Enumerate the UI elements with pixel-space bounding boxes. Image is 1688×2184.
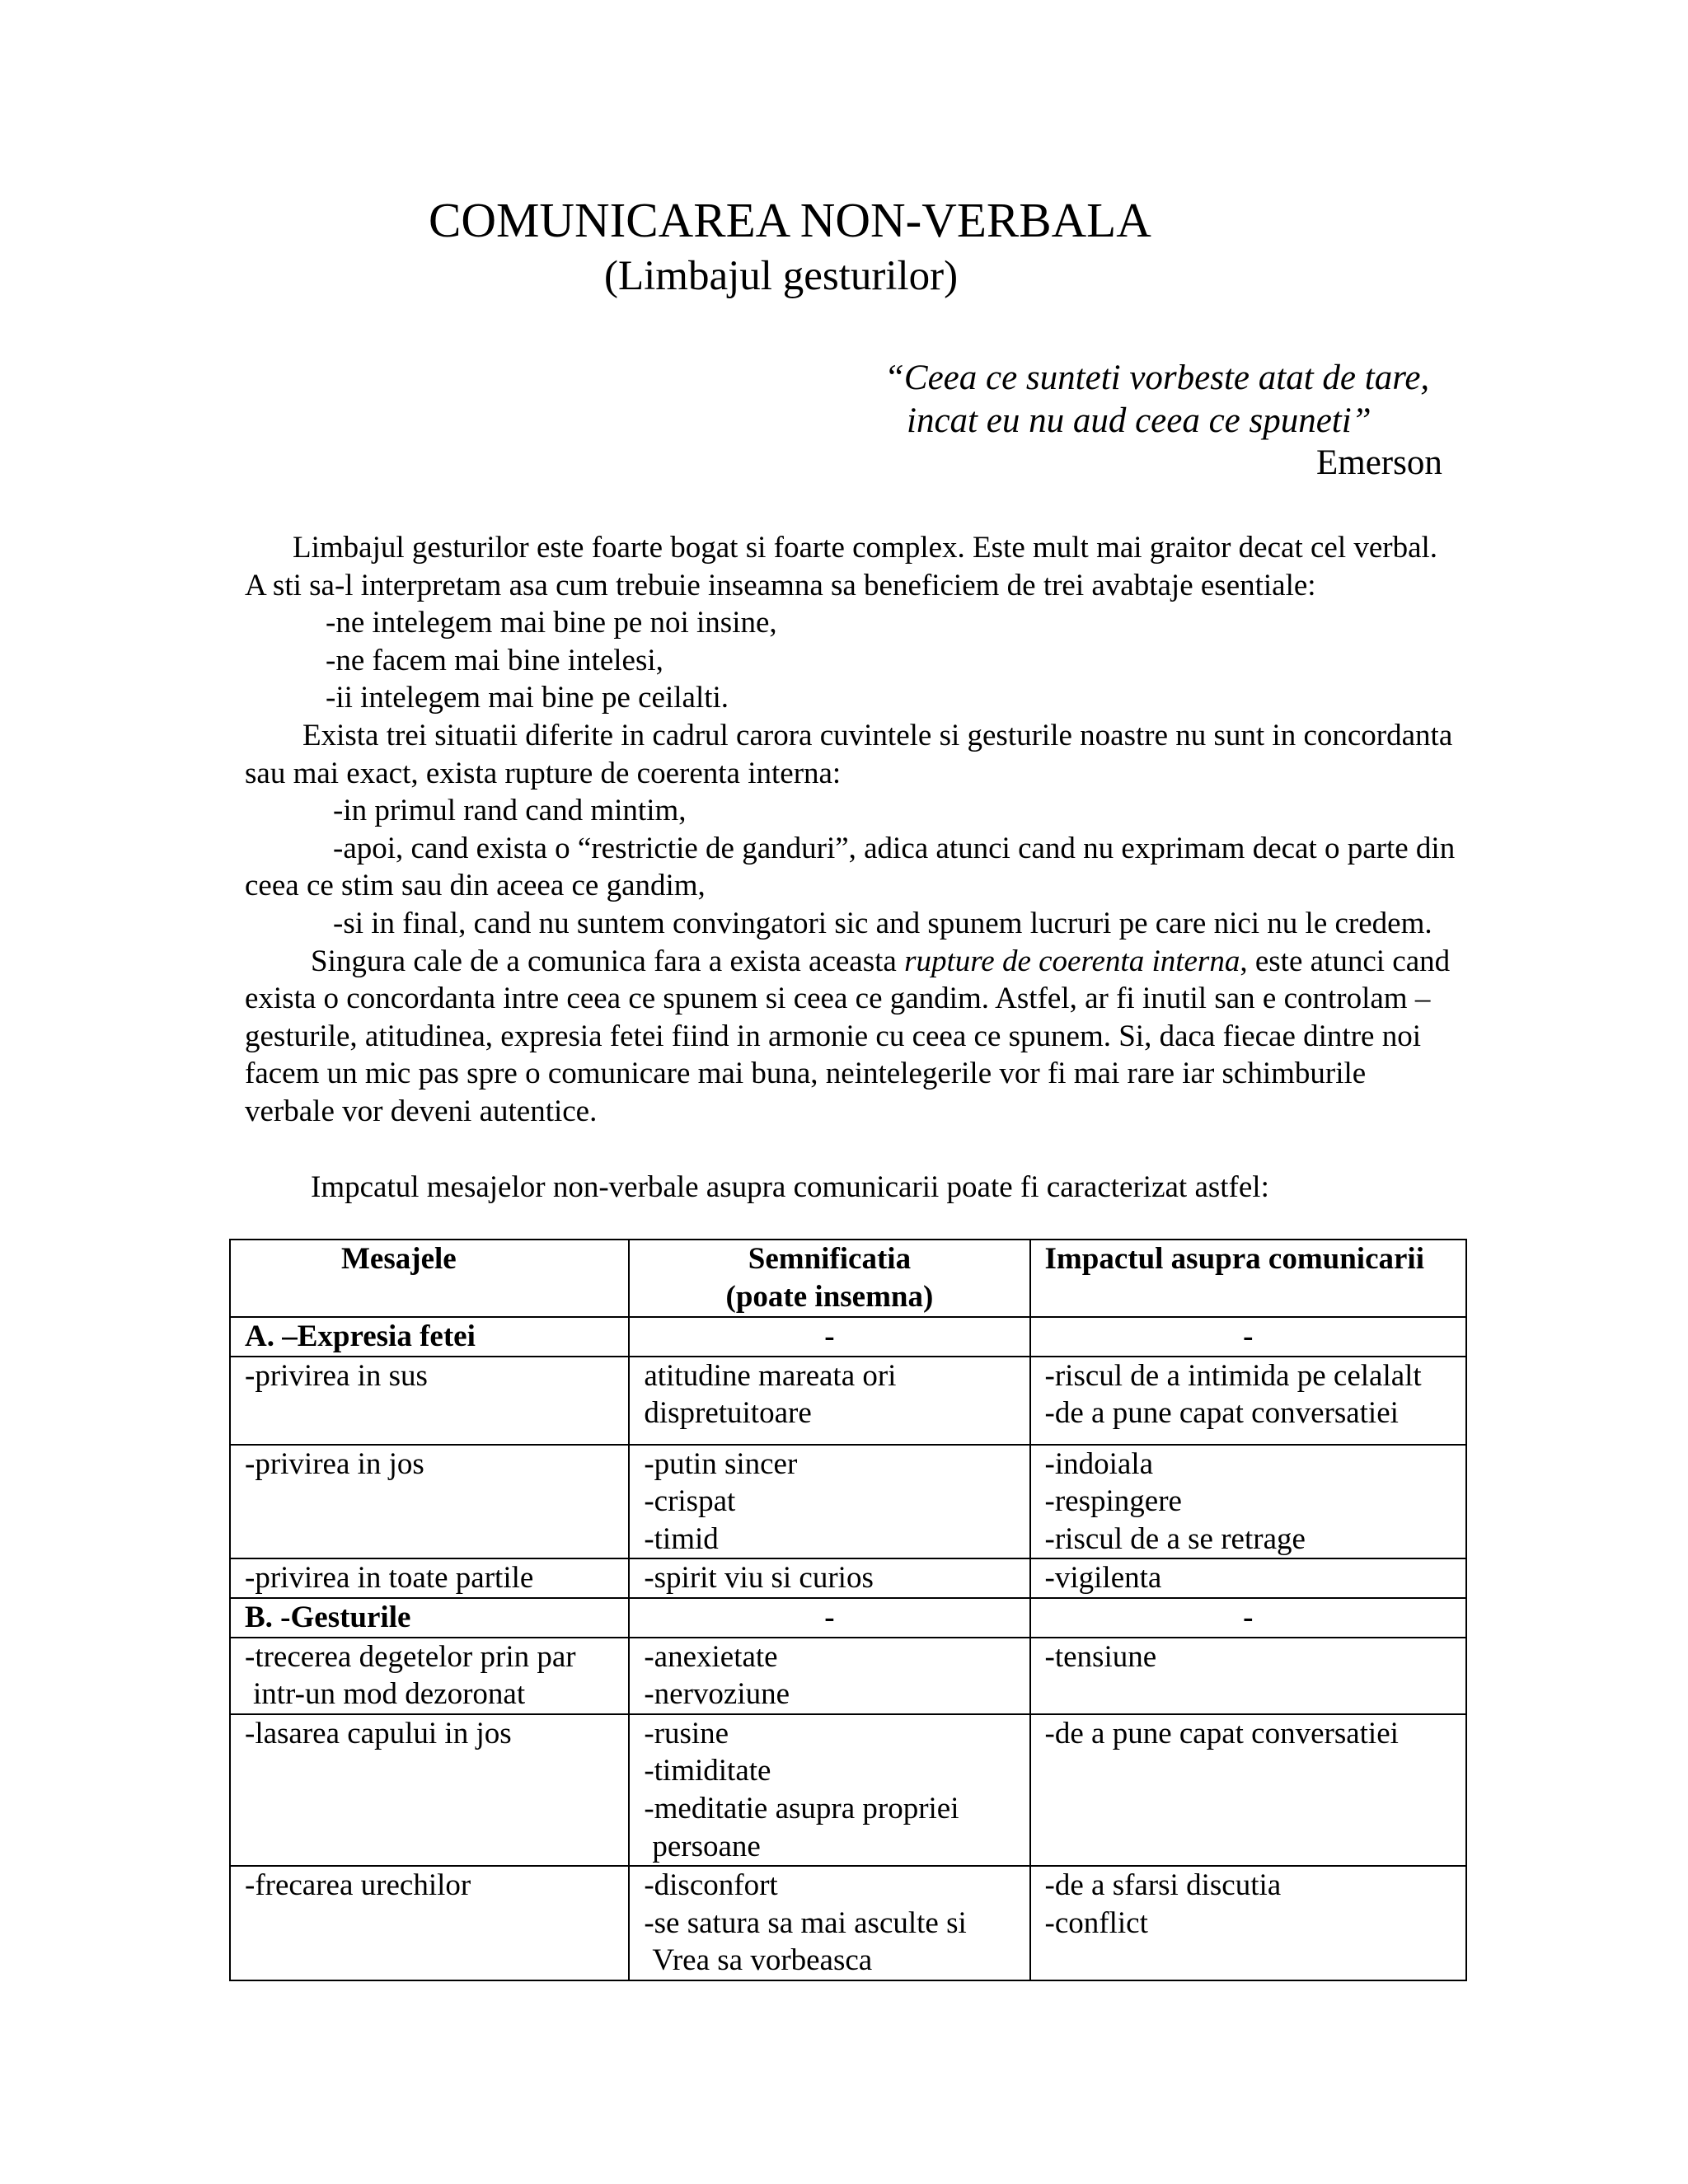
section-a-label: A. –Expresia fetei — [230, 1317, 629, 1357]
cell-line: -tensiune — [1044, 1639, 1157, 1674]
table-cell — [1030, 1638, 1466, 1714]
table-cell — [1030, 1445, 1466, 1559]
table-row — [230, 1357, 1466, 1445]
quote-line-1: “Ceea ce sunteti vorbeste atat de tare, — [884, 359, 1430, 397]
cell-line: -se satura sa mai asculte si — [644, 1905, 967, 1940]
table-cell — [629, 1445, 1029, 1559]
page-title: COMUNICAREA NON-VERBALA — [429, 193, 1151, 247]
table-cell — [230, 1714, 629, 1866]
paragraph-3-text-b: , este atunci cand — [1240, 944, 1451, 978]
paragraph-3-line-2: exista o concordanta intre ceea ce spunem si ceea ce gandim. Astfel, ar fi inutil san e controlam – — [245, 982, 1431, 1016]
table-cell — [1030, 1558, 1466, 1598]
table-cell — [1030, 1866, 1466, 1980]
table-row — [230, 1558, 1466, 1598]
table-row — [230, 1866, 1466, 1980]
cell-line: intr-un mod dezoronat — [253, 1677, 526, 1712]
table-cell — [1030, 1714, 1466, 1866]
table-cell — [230, 1558, 629, 1598]
cell-line: -privirea in toate partile — [245, 1561, 534, 1596]
cell-line: -nervoziune — [644, 1677, 790, 1712]
cell-line: -meditatie asupra propriei — [644, 1791, 959, 1825]
table-cell — [629, 1638, 1029, 1714]
table-row — [230, 1714, 1466, 1866]
table-cell — [629, 1866, 1029, 1980]
paragraph-gap — [245, 1131, 1531, 1169]
quote-line-2: incat eu nu aud ceea ce spuneti” — [907, 401, 1372, 440]
cell-line: -disconfort — [644, 1868, 778, 1903]
header-semnificatia-line-2: (poate insemna) — [725, 1279, 934, 1314]
situation-item-2-line-2: ceea ce stim sau din aceea ce gandim, — [245, 869, 706, 903]
cell-line: -de a sfarsi discutia — [1044, 1868, 1282, 1903]
cell-line: -riscul de a se retrage — [1044, 1521, 1306, 1556]
table-cell — [629, 1357, 1029, 1445]
cell-line: -lasarea capului in jos — [245, 1716, 512, 1750]
cell-line: atitudine mareata ori — [644, 1358, 897, 1393]
table-cell — [230, 1357, 629, 1445]
cell-line: -de a pune capat conversatiei — [1044, 1716, 1399, 1750]
situation-item-2-line-1: -apoi, cand exista o “restrictie de ganduri”, adica atunci cand nu exprimam decat o parte din — [333, 831, 1456, 865]
header-impactul: Impactul asupra comunicarii — [1030, 1240, 1466, 1317]
paragraph-1-line-2: A sti sa-l interpretam asa cum trebuie inseamna sa beneficiem de trei avabtaje esentiale: — [245, 568, 1316, 602]
header-semnificatia-line-1: Semnificatia — [748, 1242, 912, 1276]
nonverbal-table — [229, 1239, 1467, 1981]
cell-line: -conflict — [1044, 1905, 1148, 1940]
paragraph-3-line-5: verbale vor deveni autentice. — [245, 1094, 598, 1128]
table-cell — [629, 1714, 1029, 1866]
table-cell — [1030, 1357, 1466, 1445]
cell-line: -privirea in sus — [245, 1358, 428, 1393]
cell-line: -putin sincer — [644, 1446, 798, 1481]
cell-line: -de a pune capat conversatiei — [1044, 1396, 1399, 1431]
situation-item-1: -in primul rand cand mintim, — [333, 794, 687, 828]
cell-line: -frecarea urechilor — [245, 1868, 471, 1903]
header-mesajele: Mesajele — [230, 1240, 629, 1317]
paragraph-3-line-4: facem un mic pas spre o comunicare mai buna, neintelegerile vor fi mai rare iar schimburile — [245, 1057, 1367, 1091]
cell-line: -spirit viu si curios — [644, 1561, 874, 1596]
body-text — [245, 529, 1531, 1206]
cell-line: -respingere — [1044, 1484, 1182, 1519]
paragraph-3-text-a: Singura cale de a comunica fara a exista aceasta — [311, 944, 905, 978]
page-subtitle: (Limbajul gesturilor) — [604, 253, 959, 299]
benefit-item-1: -ne intelegem mai bine pe noi insine, — [326, 606, 777, 640]
cell-line: -timid — [644, 1521, 719, 1556]
paragraph-1-line-1: Limbajul gesturilor este foarte bogat si foarte complex. Este mult mai graitor decat cel verbal. — [293, 531, 1438, 565]
cell-line: dispretuitoare — [644, 1396, 812, 1431]
paragraph-4: Impcatul mesajelor non-verbale asupra comunicarii poate fi caracterizat astfel: — [311, 1169, 1269, 1204]
table-cell — [230, 1445, 629, 1559]
paragraph-2-line-2: sau mai exact, exista rupture de coerenta interna: — [245, 756, 842, 790]
table-cell — [230, 1638, 629, 1714]
situation-item-3: -si in final, cand nu suntem convingatori sic and spunem lucruri pe care nici nu le credem. — [333, 906, 1432, 940]
cell-line: -timiditate — [644, 1754, 771, 1788]
section-a-dash-2: - — [629, 1317, 1029, 1357]
section-a-dash-3: - — [1030, 1317, 1466, 1357]
cell-line: Vrea sa vorbeasca — [652, 1943, 873, 1978]
paragraph-3-line-1 — [245, 943, 1531, 981]
cell-line: -vigilenta — [1044, 1561, 1162, 1596]
section-b-label: B. -Gesturile — [230, 1598, 629, 1638]
header-semnificatia — [629, 1240, 1029, 1317]
benefit-item-3: -ii intelegem mai bine pe ceilalti. — [326, 681, 729, 715]
section-a-row — [230, 1317, 1466, 1357]
table-row — [230, 1638, 1466, 1714]
cell-line: -riscul de a intimida pe celalalt — [1044, 1358, 1422, 1393]
cell-line: -rusine — [644, 1716, 729, 1750]
section-b-dash-2: - — [629, 1598, 1029, 1638]
table-header-row — [230, 1240, 1466, 1317]
paragraph-3-emphasis: rupture de coerenta interna — [904, 944, 1240, 978]
table-cell — [629, 1558, 1029, 1598]
cell-line: -anexietate — [644, 1639, 778, 1674]
cell-line: -crispat — [644, 1484, 736, 1519]
section-b-dash-3: - — [1030, 1598, 1466, 1638]
quote-author: Emerson — [1316, 443, 1442, 482]
table-row — [230, 1445, 1466, 1559]
table-cell — [230, 1866, 629, 1980]
cell-line: -trecerea degetelor prin par — [245, 1639, 576, 1674]
cell-line: -privirea in jos — [245, 1446, 424, 1481]
section-b-row — [230, 1598, 1466, 1638]
cell-line: -indoiala — [1044, 1446, 1154, 1481]
paragraph-3-line-3: gesturile, atitudinea, expresia fetei fiind in armonie cu ceea ce spunem. Si, daca fiecae dintre noi — [245, 1019, 1421, 1053]
cell-line: persoane — [652, 1829, 761, 1863]
benefit-item-2: -ne facem mai bine intelesi, — [326, 643, 663, 677]
paragraph-2-line-1: Exista trei situatii diferite in cadrul carora cuvintele si gesturile noastre nu sunt in concordanta — [302, 718, 1453, 752]
